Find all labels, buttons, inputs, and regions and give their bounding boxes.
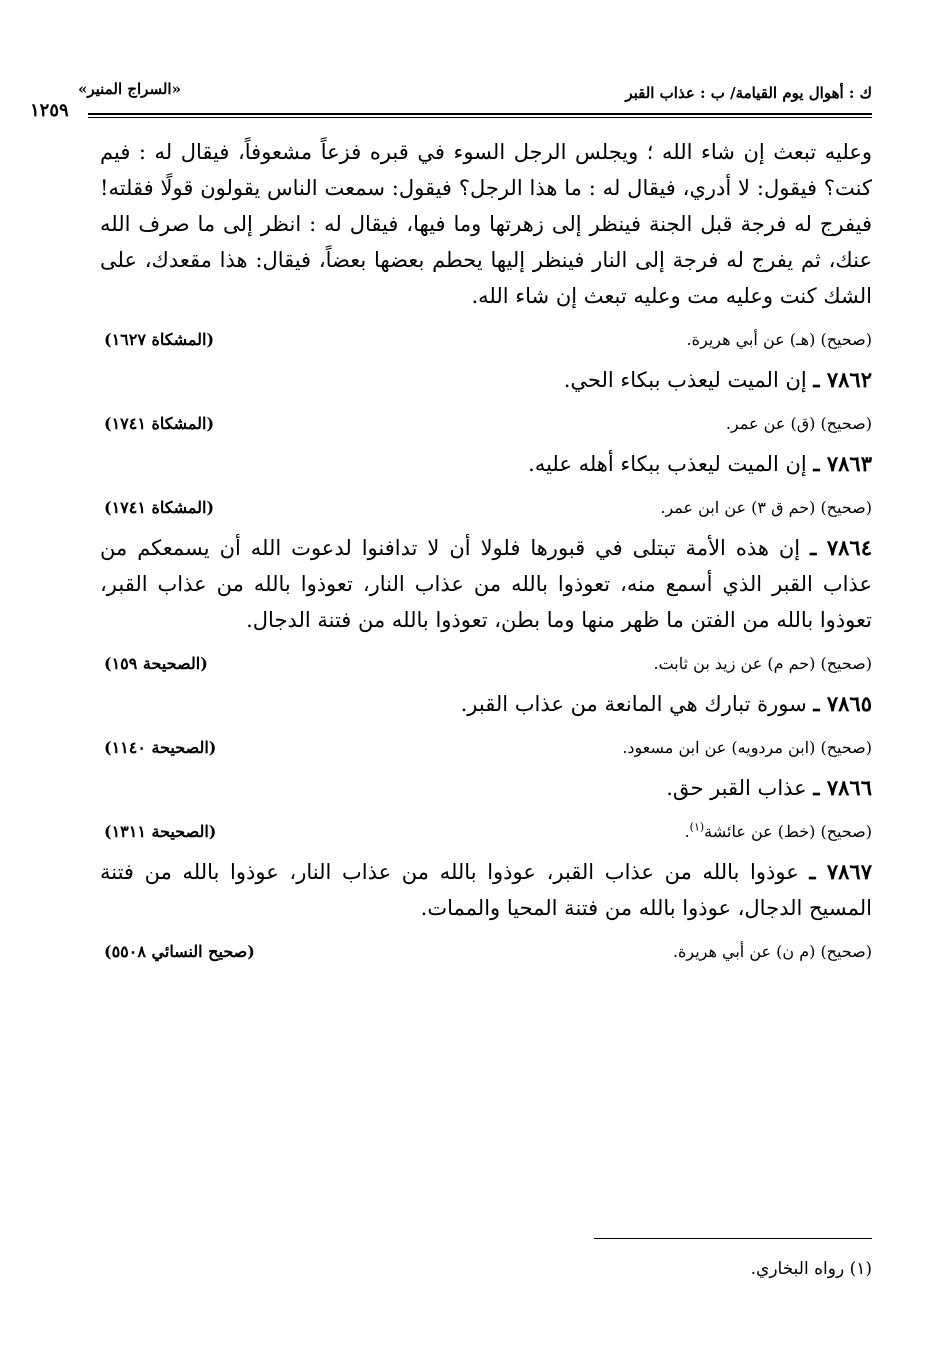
hadith-number: ٧٨٦٥ ـ (813, 691, 872, 716)
source-line (100, 820, 872, 844)
hadith-text: سورة تبارك هي المانعة من عذاب القبر. (460, 692, 807, 716)
hadith-item (100, 686, 872, 722)
hadith-grade: (صحيح) (م ن) عن أبي هريرة. (672, 942, 872, 961)
hadith-reference: (الصحيحة ١٣١١) (104, 822, 217, 841)
hadith-grade: (صحيح) (حم م) عن زيد بن ثابت. (653, 654, 872, 673)
page-number: ١٢٥٩ (30, 100, 69, 121)
page-header (30, 76, 872, 121)
source-line (100, 328, 872, 352)
hadith-item (100, 854, 872, 926)
hadith-text: عوذوا بالله من عذاب القبر، عوذوا بالله من عذاب النار، عوذوا بالله من فتنة المسيح الدجال، عوذوا بالله من فتنة المحيا والممات. (100, 860, 872, 920)
hadith-reference: (الصحيحة ١١٤٠) (104, 738, 217, 757)
footnote (272, 1256, 872, 1282)
hadith-reference: (المشكاة ١٦٢٧) (104, 330, 215, 349)
source-line (100, 412, 872, 436)
hadith-item (100, 446, 872, 482)
hadith-reference: (صحيح النسائي ٥٥٠٨) (104, 942, 255, 961)
hadith-reference: (المشكاة ١٧٤١) (104, 414, 215, 433)
hadith-text: إن الميت ليعذب ببكاء الحي. (563, 368, 807, 392)
footnote-rule (594, 1238, 872, 1239)
hadith-reference: (المشكاة ١٧٤١) (104, 498, 215, 517)
hadith-grade: (صحيح) (حم ق ٣) عن ابن عمر. (660, 498, 872, 517)
opening-paragraph: وعليه تبعث إن شاء الله ؛ ويجلس الرجل السوء في قبره فزعاً مشعوفاً، فيقال له : فيم كنت؟ فيقول: لا أدري، فيقال له : ما هذا الرجل؟ فيقول: سمعت الناس يقولون قولًا فقلته! فيفرج له فرجة قبل الجنة فينظر إلى زهرتها وما فيها، فيقال له : انظر إلى ما صرف الله عنك، ثم يفرج له فرجة إلى النار فينظر إليها يحطم بعضها بعضاً، فيقال: هذا مقعدك، على الشك كنت وعليه مت وعليه تبعث إن شاء الله. (100, 140, 872, 308)
hadith-text: إن الميت ليعذب ببكاء أهله عليه. (528, 452, 807, 476)
source-line (100, 736, 872, 760)
hadith-text: عذاب القبر حق. (666, 776, 807, 800)
hadith-number: ٧٨٦٤ ـ (810, 535, 872, 560)
source-line (100, 496, 872, 520)
source-line (100, 940, 872, 964)
hadith-number: ٧٨٦٦ ـ (813, 775, 872, 800)
footnote-text: رواه البخاري. (750, 1259, 845, 1279)
hadith-grade (685, 820, 872, 844)
hadith-grade: (صحيح) (ق) عن عمر. (725, 414, 872, 433)
header-rule (88, 113, 872, 118)
chapter-title: ك : أهوال يوم القيامة/ ب : عذاب القبر (625, 84, 872, 102)
hadith-item (100, 362, 872, 398)
hadith-grade: (صحيح) (هـ) عن أبي هريرة. (686, 330, 872, 349)
hadith-grade: (صحيح) (ابن مردويه) عن ابن مسعود. (622, 738, 872, 757)
hadith-number: ٧٨٦٧ ـ (809, 859, 872, 884)
footnote-number: (١) (849, 1259, 872, 1279)
source-line (100, 652, 872, 676)
hadith-number: ٧٨٦٣ ـ (813, 451, 872, 476)
hadith-item (100, 770, 872, 806)
hadith-grade-text: (صحيح) (خط) عن عائشة (704, 822, 872, 841)
hadith-text: إن هذه الأمة تبتلى في قبورها فلولا أن لا تدافنوا لدعوت الله أن يسمعكم من عذاب القبر الذي أسمع منه، تعوذوا بالله من عذاب النار، تعوذوا بالله من عذاب القبر، تعوذوا بالله من الفتن ما ظهر منها وما بطن، تعوذوا بالله من فتنة الدجال. (100, 536, 872, 632)
hadith-reference: (الصحيحة ١٥٩) (104, 654, 208, 673)
main-text (100, 134, 872, 974)
hadith-grade-tail: . (684, 822, 690, 841)
book-title: «السراج المنير» (78, 80, 181, 98)
hadith-number: ٧٨٦٢ ـ (813, 367, 872, 392)
hadith-item (100, 530, 872, 638)
footnote-marker[interactable]: (١) (689, 820, 705, 834)
